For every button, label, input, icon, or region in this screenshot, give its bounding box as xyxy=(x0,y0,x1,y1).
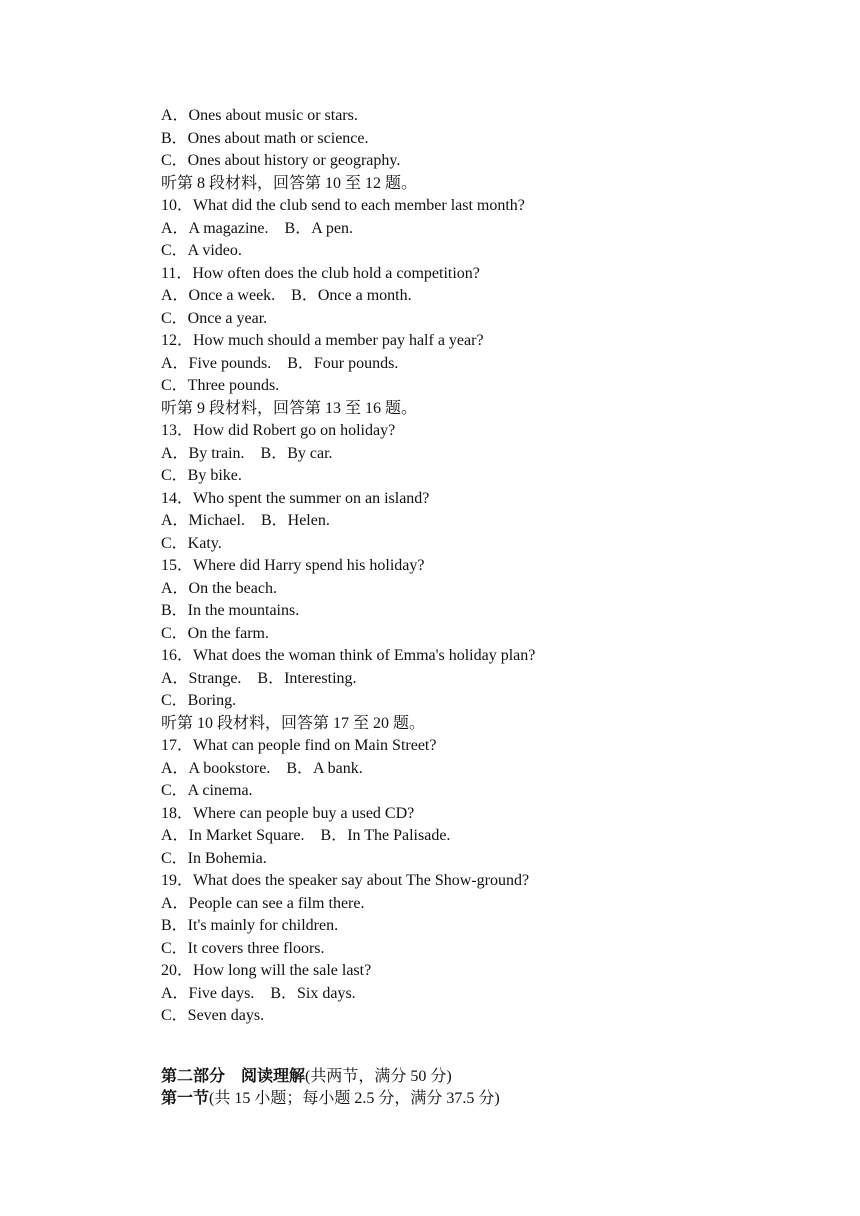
text-line: 13．How did Robert go on holiday? xyxy=(161,422,396,439)
text-line: 19．What does the speaker say about The Show-ground? xyxy=(161,872,530,889)
text-line: B．It's mainly for children. xyxy=(161,917,339,934)
part-two-note: (共两节，满分 50 分) xyxy=(305,1067,452,1085)
text-line: 14．Who spent the summer on an island? xyxy=(161,489,430,507)
part-two-title: 第二部分 阅读理解 xyxy=(161,1067,306,1085)
text-line: C．In Bohemia. xyxy=(161,849,267,867)
text-line: A．Strange. B．Interesting. xyxy=(161,669,357,687)
text-line: 12．How much should a member pay half a year? xyxy=(161,332,484,349)
section-one-title: 第一节 xyxy=(161,1090,210,1107)
text-line: 10．What did the club send to each member last month? xyxy=(161,197,525,214)
text-line: C．A video. xyxy=(161,242,242,259)
text-line: A．Michael. B．Helen. xyxy=(161,512,330,529)
text-line: 听第 8 段材料，回答第 10 至 12 题。 xyxy=(161,174,418,192)
text-line: 20．How long will the sale last? xyxy=(161,962,372,979)
text-line: 17．What can people find on Main Street? xyxy=(161,737,437,754)
question-lines xyxy=(161,105,801,1028)
text-line: 16．What does the woman think of Emma's holiday plan? xyxy=(161,647,536,664)
text-line: A．Once a week. B．Once a month. xyxy=(161,287,412,304)
text-line: C．Once a year. xyxy=(161,309,268,327)
text-line: 18．Where can people buy a used CD? xyxy=(161,804,415,822)
text-line: C．Boring. xyxy=(161,692,237,709)
text-line: A．People can see a film there. xyxy=(161,894,365,912)
text-line: B．In the mountains. xyxy=(161,602,300,619)
text-line: A．By train. B．By car. xyxy=(161,444,333,462)
text-line: C．Ones about history or geography. xyxy=(161,152,401,169)
text-line: A．Five days. B．Six days. xyxy=(161,984,356,1002)
text-line: 听第 10 段材料，回答第 17 至 20 题。 xyxy=(161,714,426,732)
text-line: B．Ones about math or science. xyxy=(161,129,369,147)
text-line: A．On the beach. xyxy=(161,579,277,597)
section-one-note: (共 15 小题；每小题 2.5 分，满分 37.5 分) xyxy=(209,1090,500,1107)
text-line: A．Ones about music or stars. xyxy=(161,107,358,124)
text-line: A．In Market Square. B．In The Palisade. xyxy=(161,827,451,844)
text-line: C．A cinema. xyxy=(161,782,253,799)
section-one-heading xyxy=(161,1088,801,1111)
text-line: C．Three pounds. xyxy=(161,377,280,394)
text-line: A．A magazine. B．A pen. xyxy=(161,219,353,237)
text-line: 听第 9 段材料，回答第 13 至 16 题。 xyxy=(161,399,418,417)
text-line: A．A bookstore. B．A bank. xyxy=(161,759,363,777)
document-page xyxy=(161,105,801,1111)
text-line: C．Katy. xyxy=(161,534,222,552)
text-line: 11．How often does the club hold a competition? xyxy=(161,264,480,282)
text-line: C．It covers three floors. xyxy=(161,939,325,957)
text-line: 15．Where did Harry spend his holiday? xyxy=(161,557,425,574)
text-line: C．By bike. xyxy=(161,467,242,484)
text-line: C．Seven days. xyxy=(161,1007,265,1024)
text-line: A．Five pounds. B．Four pounds. xyxy=(161,354,399,372)
section-spacer xyxy=(161,1028,801,1066)
text-line: C．On the farm. xyxy=(161,624,269,642)
part-two-heading xyxy=(161,1066,801,1089)
